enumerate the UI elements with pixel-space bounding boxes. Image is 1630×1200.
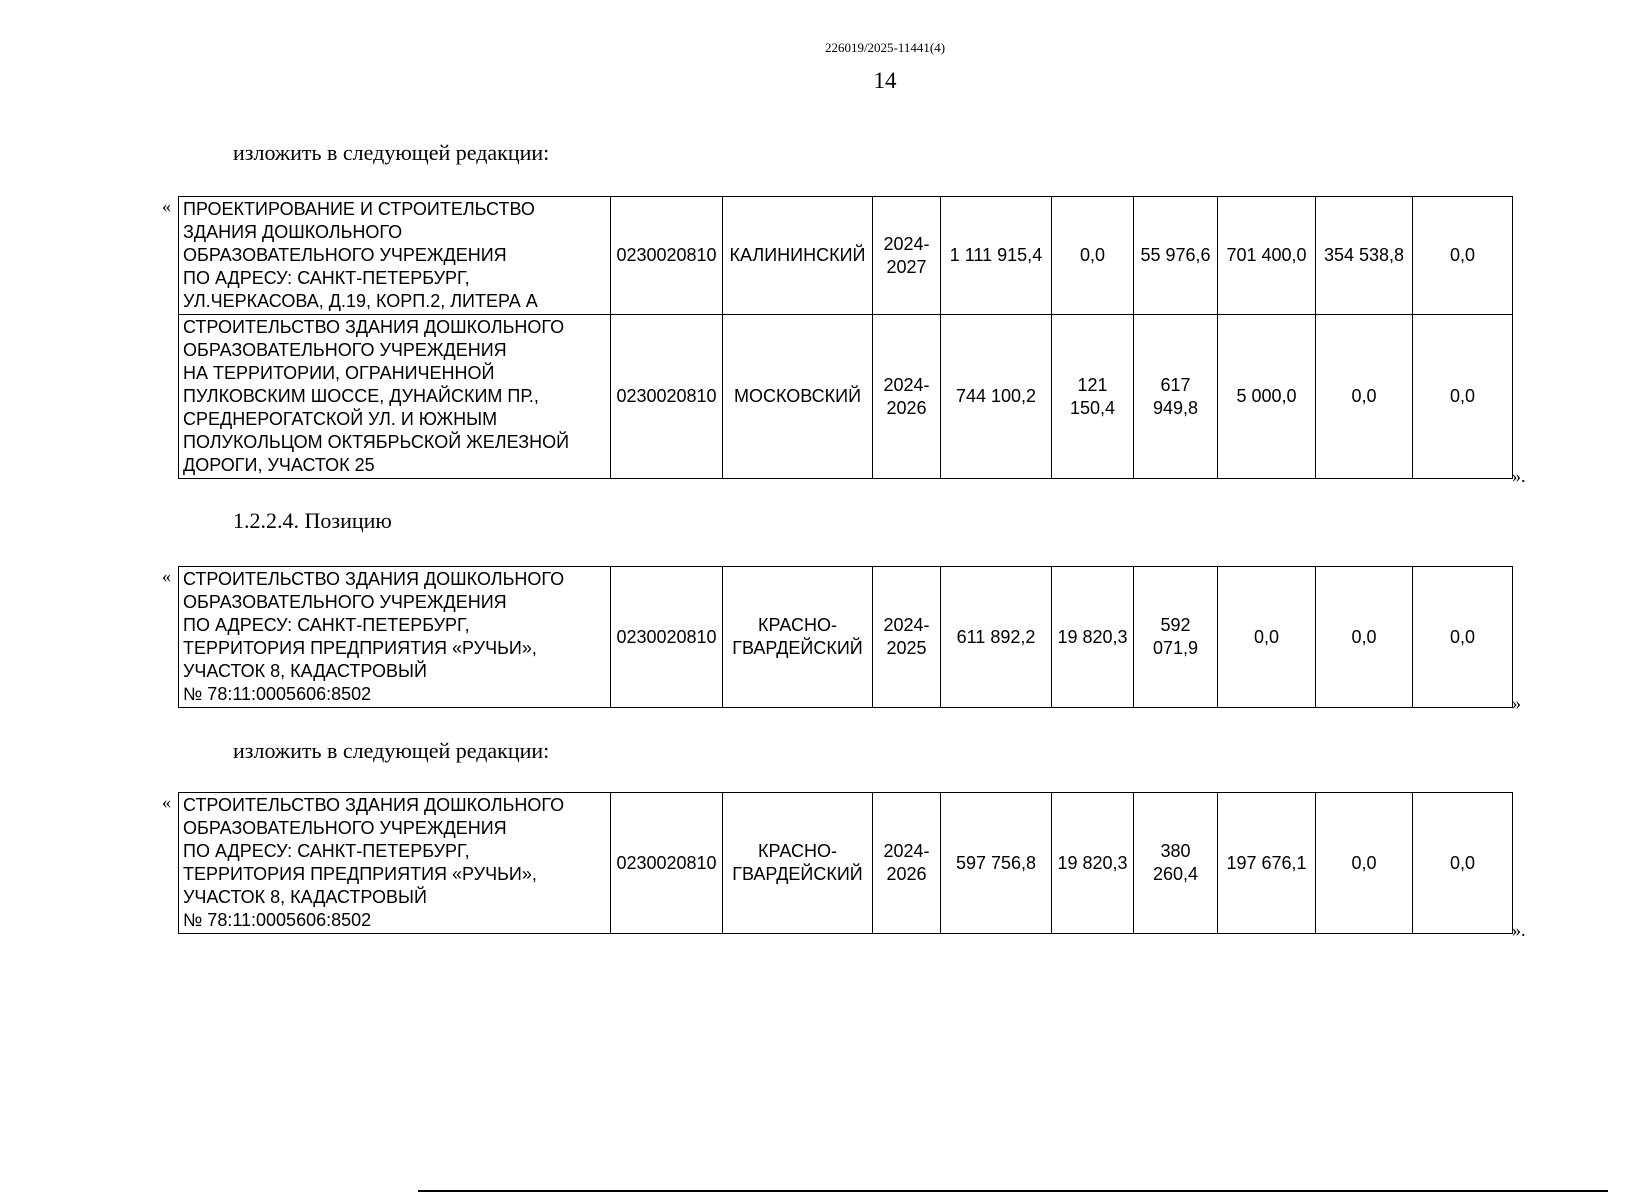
- amount-cell-2: [1134, 793, 1218, 934]
- cell-value: 0230020810: [616, 852, 717, 873]
- object-name-cell: [179, 793, 611, 934]
- page-number: 14: [873, 68, 897, 93]
- cell-line: КРАСНО-: [758, 615, 837, 635]
- amount-cell-4: [1316, 315, 1413, 479]
- cell-value: 0,0: [1351, 386, 1377, 406]
- cell-line: СТРОИТЕЛЬСТВО ЗДАНИЯ ДОШКОЛЬНОГО: [183, 317, 565, 337]
- cell-line: 2026: [886, 397, 927, 418]
- positions-table-3: [178, 792, 1513, 934]
- cell-value: 0230020810: [616, 245, 717, 265]
- cell-line: № 78:11:0005606:8502: [183, 684, 372, 704]
- close-quote: ».: [1512, 466, 1526, 486]
- cell-line: ОБРАЗОВАТЕЛЬНОГО УЧРЕЖДЕНИЯ: [183, 818, 507, 838]
- paragraph-position-number: 1.2.2.4. Позицию: [233, 508, 392, 533]
- cell-line: МОСКОВСКИЙ: [733, 386, 862, 406]
- table-row: [179, 197, 1513, 315]
- district-cell: [723, 197, 873, 315]
- cell-line: ГВАРДЕЙСКИЙ: [732, 638, 863, 658]
- amount-cell-4: [1316, 567, 1413, 708]
- amount-cell-1: [1052, 793, 1134, 934]
- years-cell: [873, 793, 941, 934]
- cell-line: УЛ.ЧЕРКАСОВА, Д.19, КОРП.2, ЛИТЕРА А: [183, 291, 538, 311]
- budget-code-cell: [611, 793, 723, 934]
- budget-code-cell: [611, 197, 723, 315]
- close-quote: ».: [1512, 920, 1526, 940]
- cell-value: 617 949,8: [1152, 374, 1199, 418]
- amount-cell-3: [1218, 197, 1316, 315]
- cell-line: ПО АДРЕСУ: САНКТ-ПЕТЕРБУРГ,: [183, 615, 470, 635]
- amount-cell-1: [1052, 567, 1134, 708]
- cell-line: ПОЛУКОЛЬЦОМ ОКТЯБРЬСКОЙ ЖЕЛЕЗНОЙ: [183, 432, 570, 452]
- positions-table-1: [178, 196, 1513, 479]
- page-bottom-rule: [418, 1190, 1608, 1192]
- amount-cell-4: [1316, 793, 1413, 934]
- cell-line: ОБРАЗОВАТЕЛЬНОГО УЧРЕЖДЕНИЯ: [183, 592, 507, 612]
- amount-cell-4: [1316, 197, 1413, 315]
- cell-line: 2024-: [883, 841, 930, 861]
- amount-cell-5: [1413, 197, 1513, 315]
- cell-line: ДОРОГИ, УЧАСТОК 25: [183, 455, 375, 475]
- paragraph-set-new-wording-1: изложить в следующей редакции:: [233, 140, 550, 165]
- cell-line: ТЕРРИТОРИЯ ПРЕДПРИЯТИЯ «РУЧЬИ»,: [183, 638, 537, 658]
- paragraph-set-new-wording-2: изложить в следующей редакции:: [233, 738, 550, 763]
- cell-value: 5 000,0: [1236, 386, 1297, 406]
- total-amount-cell: [941, 315, 1052, 479]
- amount-cell-3: [1218, 793, 1316, 934]
- cell-value: 592 071,9: [1152, 615, 1199, 658]
- cell-line: ПО АДРЕСУ: САНКТ-ПЕТЕРБУРГ,: [183, 268, 470, 288]
- table-row: [179, 315, 1513, 479]
- cell-value: 0,0: [1449, 852, 1476, 873]
- cell-value: 0,0: [1449, 626, 1476, 647]
- cell-line: КАЛИНИНСКИЙ: [729, 245, 866, 265]
- amount-cell-1: [1052, 197, 1134, 315]
- object-name-cell: [179, 197, 611, 315]
- document-id: 226019/2025-11441(4): [824, 40, 946, 55]
- cell-value: 19 820,3: [1057, 852, 1128, 873]
- years-cell: [873, 567, 941, 708]
- cell-line: ГВАРДЕЙСКИЙ: [732, 864, 863, 884]
- cell-line: № 78:11:0005606:8502: [183, 910, 372, 930]
- budget-code-cell: [611, 567, 723, 708]
- total-amount-cell: [941, 793, 1052, 934]
- open-quote: «: [162, 566, 171, 586]
- cell-line: ЗДАНИЯ ДОШКОЛЬНОГО: [183, 222, 403, 242]
- cell-value: 1 111 915,4: [949, 245, 1043, 265]
- cell-value: 19 820,3: [1057, 626, 1128, 647]
- cell-value: 0,0: [1351, 852, 1377, 873]
- cell-value: 0,0: [1449, 245, 1476, 265]
- open-quote: «: [162, 196, 171, 216]
- cell-line: СТРОИТЕЛЬСТВО ЗДАНИЯ ДОШКОЛЬНОГО: [183, 569, 565, 589]
- amount-cell-3: [1218, 567, 1316, 708]
- cell-value: 0230020810: [616, 626, 717, 647]
- total-amount-cell: [941, 567, 1052, 708]
- cell-value: 744 100,2: [955, 386, 1037, 406]
- amount-cell-1: [1052, 315, 1134, 479]
- cell-value: 0,0: [1079, 245, 1106, 265]
- cell-value: 597 756,8: [955, 852, 1037, 873]
- district-cell: [723, 567, 873, 708]
- close-quote: »: [1512, 693, 1521, 713]
- cell-line: СТРОИТЕЛЬСТВО ЗДАНИЯ ДОШКОЛЬНОГО: [183, 795, 565, 815]
- cell-value: 0,0: [1351, 626, 1377, 647]
- table-row: [179, 567, 1513, 708]
- amount-cell-2: [1134, 197, 1218, 315]
- cell-line: ПО АДРЕСУ: САНКТ-ПЕТЕРБУРГ,: [183, 841, 470, 861]
- amount-cell-3: [1218, 315, 1316, 479]
- cell-value: 55 976,6: [1140, 245, 1211, 265]
- cell-value: 0,0: [1449, 386, 1476, 406]
- cell-line: ПУЛКОВСКИМ ШОССЕ, ДУНАЙСКИМ ПР.,: [183, 386, 539, 406]
- cell-line: ОБРАЗОВАТЕЛЬНОГО УЧРЕЖДЕНИЯ: [183, 245, 507, 265]
- years-cell: [873, 315, 941, 479]
- cell-line: 2025: [886, 638, 927, 658]
- cell-line: ОБРАЗОВАТЕЛЬНОГО УЧРЕЖДЕНИЯ: [183, 340, 507, 360]
- cell-value: 121 150,4: [1069, 374, 1116, 418]
- amount-cell-5: [1413, 793, 1513, 934]
- object-name-cell: [179, 567, 611, 708]
- cell-value: 380 260,4: [1152, 841, 1199, 884]
- cell-value: 354 538,8: [1323, 245, 1405, 265]
- district-cell: [723, 315, 873, 479]
- cell-line: 2024-: [883, 233, 930, 254]
- amount-cell-2: [1134, 315, 1218, 479]
- cell-value: 0230020810: [616, 386, 717, 406]
- table-row: [179, 793, 1513, 934]
- cell-line: УЧАСТОК 8, КАДАСТРОВЫЙ: [183, 661, 427, 681]
- cell-line: ТЕРРИТОРИЯ ПРЕДПРИЯТИЯ «РУЧЬИ»,: [183, 864, 537, 884]
- object-name-cell: [179, 315, 611, 479]
- cell-value: 701 400,0: [1226, 245, 1307, 265]
- cell-line: УЧАСТОК 8, КАДАСТРОВЫЙ: [183, 887, 427, 907]
- cell-line: СРЕДНЕРОГАТСКОЙ УЛ. И ЮЖНЫМ: [183, 409, 498, 429]
- amount-cell-5: [1413, 315, 1513, 479]
- cell-line: 2024-: [883, 615, 930, 635]
- cell-line: 2027: [886, 256, 927, 277]
- cell-line: 2024-: [883, 374, 930, 395]
- cell-value: 611 892,2: [956, 626, 1036, 647]
- cell-value: 197 676,1: [1226, 852, 1307, 873]
- budget-code-cell: [611, 315, 723, 479]
- cell-line: КРАСНО-: [758, 841, 837, 861]
- years-cell: [873, 197, 941, 315]
- district-cell: [723, 793, 873, 934]
- cell-line: 2026: [886, 864, 927, 884]
- amount-cell-5: [1413, 567, 1513, 708]
- cell-line: НА ТЕРРИТОРИИ, ОГРАНИЧЕННОЙ: [183, 363, 495, 383]
- positions-table-2: [178, 566, 1513, 708]
- cell-line: ПРОЕКТИРОВАНИЕ И СТРОИТЕЛЬСТВО: [183, 199, 535, 219]
- amount-cell-2: [1134, 567, 1218, 708]
- total-amount-cell: [941, 197, 1052, 315]
- open-quote: «: [162, 792, 171, 812]
- cell-value: 0,0: [1253, 626, 1280, 647]
